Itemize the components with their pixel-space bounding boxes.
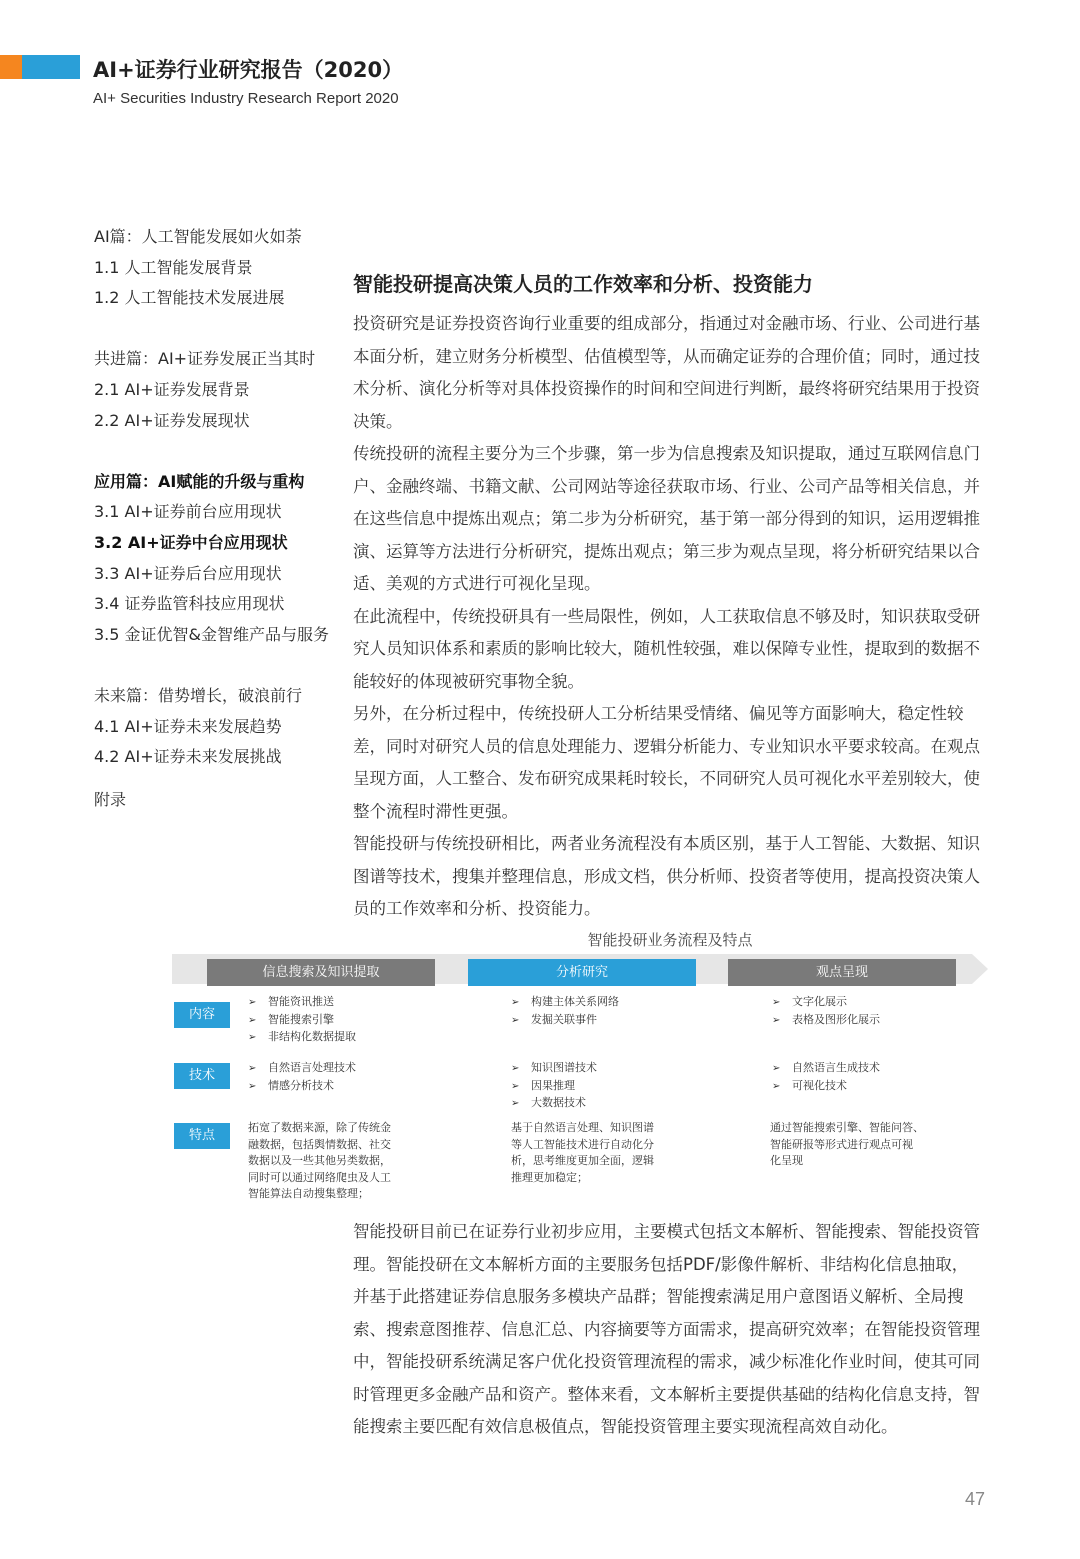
table-of-contents bbox=[94, 222, 344, 815]
row-label-content: 内容 bbox=[174, 1002, 230, 1028]
row-label-tech: 技术 bbox=[174, 1063, 230, 1089]
body-text bbox=[353, 308, 983, 926]
toc-item[interactable]: 4.1 AI+证券未来发展趋势 bbox=[94, 716, 282, 736]
row-label-features: 特点 bbox=[174, 1123, 230, 1149]
toc-item[interactable]: 3.5 金证优智&金智维产品与服务 bbox=[94, 624, 330, 644]
stage-analysis: 分析研究 bbox=[468, 959, 696, 986]
paragraph: 另外，在分析过程中，传统投研人工分析结果受情绪、偏见等方面影响大，稳定性较差，同时对研究人员的信息处理能力、逻辑分析能力、专业知识水平要求较高。在观点呈现方面，人工整合、发布研究成果耗时较长，不同研究人员可视化水平差别较大，使整个流程时滞性更强。 bbox=[353, 704, 980, 821]
list-item: ➢ 因果推理 bbox=[511, 1078, 597, 1096]
toc-item-current[interactable]: 3.2 AI+证券中台应用现状 bbox=[94, 532, 288, 552]
paragraph: 投资研究是证券投资咨询行业重要的组成部分，指通过对金融市场、行业、公司进行基本面分析，建立财务分析模型、估值模型等，从而确定证券的合理价值；同时，通过技术分析、演化分析等对具体投资操作的时间和空间进行判断，最终将研究结果用于投资决策。 bbox=[353, 314, 980, 431]
body-text-closing bbox=[353, 1216, 983, 1444]
toc-section-title[interactable]: AI篇：人工智能发展如火如荼 bbox=[94, 227, 302, 246]
toc-item[interactable]: 3.3 AI+证券后台应用现状 bbox=[94, 563, 282, 583]
content-list bbox=[511, 994, 619, 1029]
toc-item[interactable]: 2.1 AI+证券发展背景 bbox=[94, 379, 250, 399]
toc-item[interactable]: 2.2 AI+证券发展现状 bbox=[94, 410, 250, 430]
paragraph: 智能投研目前已在证券行业初步应用，主要模式包括文本解析、智能搜索、智能投资管理。智能投研在文本解析方面的主要服务包括PDF/影像件解析、非结构化信息抽取，并基于此搭建证券信息服务多模块产品群；智能搜索满足用户意图语义解析、全局搜索、搜索意图推荐、信息汇总、内容摘要等方面需求，提高研究效率；在智能投资管理中，智能投研系统满足客户优化投资管理流程的需求，减少标准化作业时间，使其可同时管理更多金融产品和资产。整体来看，文本解析主要提供基础的结构化信息支持，智能搜索主要匹配有效信息极值点，智能投资管理主要实现流程高效自动化。 bbox=[353, 1222, 980, 1436]
paragraph: 在此流程中，传统投研具有一些局限性，例如，人工获取信息不够及时，知识获取受研究人员知识体系和素质的影响比较大，随机性较强，难以保障专业性，提取到的数据不能较好的体现被研究事物全貌。 bbox=[353, 606, 980, 691]
list-item: ➢ 表格及图形化展示 bbox=[772, 1012, 880, 1030]
feature-text: 通过智能搜索引擎、智能问答、 智能研报等形式进行观点可视 化呈现 bbox=[770, 1121, 924, 1167]
toc-item[interactable]: 1.2 人工智能技术发展进展 bbox=[94, 288, 285, 308]
toc-item[interactable]: 1.1 人工智能发展背景 bbox=[94, 257, 253, 277]
toc-item[interactable]: 3.4 证券监管科技应用现状 bbox=[94, 594, 285, 614]
list-item: ➢ 大数据技术 bbox=[511, 1095, 597, 1113]
toc-section-title[interactable]: 共进篇：AI+证券发展正当其时 bbox=[94, 349, 316, 369]
tech-list bbox=[772, 1060, 880, 1095]
header-accent-blue bbox=[22, 55, 80, 79]
process-arrow-tip bbox=[972, 954, 988, 984]
content-list bbox=[248, 994, 356, 1047]
toc-section-title[interactable]: 未来篇：借势增长，破浪前行 bbox=[94, 685, 303, 705]
tech-list bbox=[248, 1060, 356, 1095]
report-title: AI+证券行业研究报告（2020） bbox=[93, 58, 404, 82]
toc-item[interactable]: 4.2 AI+证券未来发展挑战 bbox=[94, 747, 282, 767]
list-item: ➢ 智能资讯推送 bbox=[248, 994, 356, 1012]
section-title: 智能投研提高决策人员的工作效率和分析、投资能力 bbox=[353, 272, 813, 296]
list-item: ➢ 可视化技术 bbox=[772, 1078, 880, 1096]
stage-presentation: 观点呈现 bbox=[728, 959, 956, 986]
list-item: ➢ 非结构化数据提取 bbox=[248, 1029, 356, 1047]
paragraph: 传统投研的流程主要分为三个步骤，第一步为信息搜索及知识提取，通过互联网信息门户、金融终端、书籍文献、公司网站等途径获取市场、行业、公司产品等相关信息，并在这些信息中提炼出观点；第二步为分析研究，基于第一部分得到的知识，运用逻辑推演、运算等方法进行分析研究，提炼出观点；第三步为观点呈现，将分析研究结果以合适、美观的方式进行可视化呈现。 bbox=[353, 444, 980, 593]
list-item: ➢ 构建主体关系网络 bbox=[511, 994, 619, 1012]
toc-section-title-current[interactable]: 应用篇：AI赋能的升级与重构 bbox=[94, 471, 305, 491]
toc-item[interactable]: 3.1 AI+证券前台应用现状 bbox=[94, 502, 282, 522]
list-item: ➢ 自然语言处理技术 bbox=[248, 1060, 356, 1078]
paragraph: 智能投研与传统投研相比，两者业务流程没有本质区别，基于人工智能、大数据、知识图谱等技术，搜集并整理信息，形成文档，供分析师、投资者等使用，提高投资决策人员的工作效率和分析、投资能力。 bbox=[353, 834, 980, 918]
list-item: ➢ 自然语言生成技术 bbox=[772, 1060, 880, 1078]
list-item: ➢ 文字化展示 bbox=[772, 994, 880, 1012]
process-diagram bbox=[172, 952, 992, 1212]
feature-text: 基于自然语言处理、知识图谱 等人工智能技术进行自动化分 析，思考维度更加全面，逻辑 推理更加稳定； bbox=[511, 1121, 654, 1184]
diagram-title: 智能投研业务流程及特点 bbox=[587, 931, 753, 949]
header-accent-orange bbox=[0, 55, 22, 79]
stage-info-search: 信息搜索及知识提取 bbox=[207, 959, 435, 986]
list-item: ➢ 情感分析技术 bbox=[248, 1078, 356, 1096]
page-number: 47 bbox=[965, 1489, 986, 1509]
list-item: ➢ 知识图谱技术 bbox=[511, 1060, 597, 1078]
feature-text: 拓宽了数据来源，除了传统金 融数据，包括舆情数据、社交 数据以及一些其他另类数据， 同时可以通过网络爬虫及人工 智能算法自动搜集整理； bbox=[248, 1121, 391, 1200]
tech-list bbox=[511, 1060, 597, 1113]
content-list bbox=[772, 994, 880, 1029]
toc-appendix[interactable]: 附录 bbox=[94, 789, 127, 809]
list-item: ➢ 发掘关联事件 bbox=[511, 1012, 619, 1030]
list-item: ➢ 智能搜索引擎 bbox=[248, 1012, 356, 1030]
report-subtitle: AI+ Securities Industry Research Report 2020 bbox=[93, 90, 399, 107]
